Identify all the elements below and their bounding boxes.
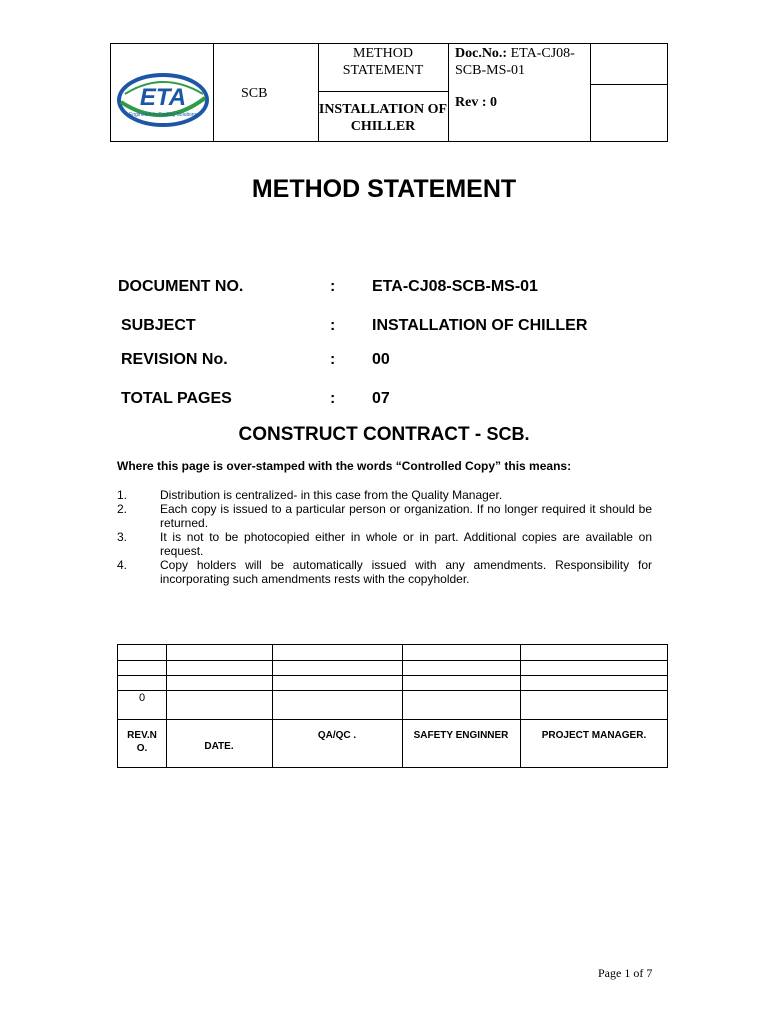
meta-label-document-no: DOCUMENT NO. <box>118 278 244 295</box>
list-item-number: 1. <box>117 488 128 502</box>
table-divider <box>118 719 667 720</box>
doc-number-value: ETA-CJ08-SCB-MS-01 <box>455 46 575 78</box>
header-safety-engineer: SAFETY ENGINNER <box>413 730 509 741</box>
doc-subject: INSTALLATION OF CHILLER <box>318 102 448 134</box>
table-divider <box>118 675 667 676</box>
table-divider <box>520 645 521 767</box>
header-project-manager: PROJECT MANAGER. <box>541 730 647 741</box>
contract-heading <box>0 424 768 446</box>
list-item-number: 2. <box>117 502 128 516</box>
list-item-text: Each copy is issued to a particular person or organization. If no longer required it should be returned. <box>160 502 652 530</box>
list-item-text: Copy holders will be automatically issued with any amendments. Responsibility for incorporating such amendments rests with the copyholder. <box>160 558 652 586</box>
table-divider <box>118 690 667 691</box>
table-divider <box>402 645 403 767</box>
meta-value-revision: 00 <box>372 351 390 368</box>
meta-label-revision: REVISION No. <box>121 351 228 368</box>
meta-value-total-pages: 07 <box>372 390 390 407</box>
revision-table <box>117 644 668 768</box>
header-date: DATE. <box>204 741 234 752</box>
header-divider <box>213 44 214 141</box>
table-divider <box>118 660 667 661</box>
list-item <box>117 488 652 502</box>
list-item <box>117 502 652 530</box>
list-item-text: It is not to be photocopied either in whole or in part. Additional copies are available on request. <box>160 530 652 558</box>
meta-value-subject: INSTALLATION OF CHILLER <box>372 317 588 334</box>
doc-type: METHOD STATEMENT <box>342 46 424 78</box>
list-item-number: 4. <box>117 558 128 572</box>
meta-colon: : <box>330 351 336 368</box>
contract-suffix: SCB. <box>486 424 530 444</box>
header-divider <box>590 84 667 85</box>
conditions-list <box>117 488 652 586</box>
page-title: METHOD STATEMENT <box>251 175 517 203</box>
header-rev-no: REV.N O. <box>127 730 157 754</box>
table-divider <box>272 645 273 767</box>
meta-label-subject: SUBJECT <box>121 317 196 334</box>
page-number: Page 1 of 7 <box>598 966 653 980</box>
list-item-number: 3. <box>117 530 128 544</box>
header-divider <box>318 91 448 92</box>
header-divider <box>590 44 591 141</box>
logo-text: ETA <box>139 84 187 111</box>
meta-colon: : <box>330 278 336 295</box>
header-table <box>110 43 668 142</box>
logo-tagline: Engineers in Cooling Solutions <box>128 112 198 118</box>
contract-prefix: CONSTRUCT CONTRACT - <box>238 424 487 445</box>
company-logo <box>117 72 209 128</box>
list-item-text: Distribution is centralized- in this case from the Quality Manager. <box>160 488 503 502</box>
meta-colon: : <box>330 390 336 407</box>
list-item <box>117 558 652 586</box>
doc-number-label: Doc.No.: <box>455 46 508 61</box>
doc-number <box>455 45 587 79</box>
meta-value-document-no: ETA-CJ08-SCB-MS-01 <box>372 278 538 295</box>
company-name: SCB <box>241 86 268 101</box>
list-item <box>117 530 652 558</box>
meta-label-total-pages: TOTAL PAGES <box>121 390 232 407</box>
header-qa-qc: QA/QC . <box>317 730 357 741</box>
header-divider <box>448 44 449 141</box>
meta-colon: : <box>330 317 336 334</box>
revision-number-cell: 0 <box>138 692 146 704</box>
controlled-copy-notice: Where this page is over-stamped with the words “Controlled Copy” this means: <box>117 459 572 473</box>
doc-revision: Rev : 0 <box>455 95 497 110</box>
